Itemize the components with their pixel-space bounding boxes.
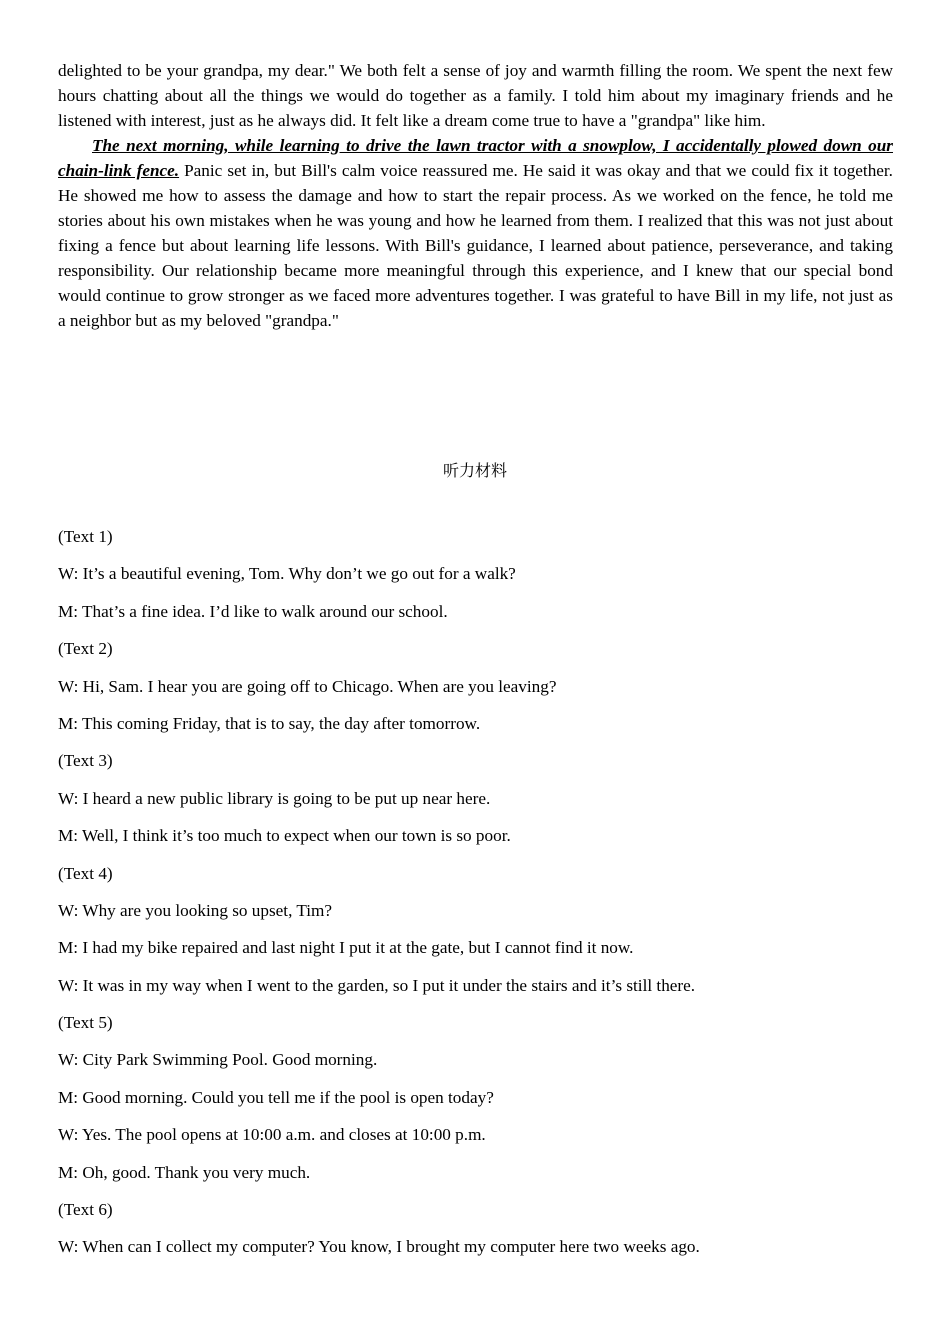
transcript-line: W: It was in my way when I went to the garden, so I put it under the stairs and it’s still there. xyxy=(58,975,696,995)
transcript-line: W: It’s a beautiful evening, Tom. Why don’t we go out for a walk? xyxy=(58,564,516,584)
transcript-line: W: Yes. The pool opens at 10:00 a.m. and closes at 10:00 p.m. xyxy=(58,1125,486,1145)
section-title: 听力材料 xyxy=(442,461,507,480)
transcript-line: W: When can I collect my computer? You know, I brought my computer here two weeks ago. xyxy=(58,1237,700,1257)
transcript-line: (Text 5) xyxy=(58,1013,113,1033)
transcript-line: W: Why are you looking so upset, Tim? xyxy=(58,900,333,920)
underlined-prompt-sentence: The next morning, while learning to drive the lawn tractor with a snowplow, I accidentally plowed down our chain-link fence. xyxy=(58,136,893,180)
story-passage xyxy=(58,58,893,333)
story-paragraph-2-body: Panic set in, but Bill's calm voice reassured me. He said it was okay and that we could fix it together. He showed me how to assess the damage and how to start the repair process. As we worked on the fence, he told me stories about his own mistakes when he was young and how he learned from them. I realized that this was not just about fixing a fence but about learning life lessons. With Bill's guidance, I learned about patience, perseverance, and taking responsibility. Our relationship became more meaningful through this experience, and I knew that our special bond would continue to grow stronger as we faced more adventures together. I was grateful to have Bill in my life, not just as a neighbor but as my beloved "grandpa." xyxy=(58,161,893,330)
listening-transcript xyxy=(58,525,918,1273)
transcript-line: (Text 6) xyxy=(58,1200,113,1220)
transcript-line: M: Good morning. Could you tell me if the pool is open today? xyxy=(58,1087,494,1107)
story-paragraph-1: delighted to be your grandpa, my dear." We both felt a sense of joy and warmth filling the room. We spent the next few hours chatting about all the things we would do together as a family. I told him about my imaginary friends and he listened with interest, just as he always did. It felt like a dream come true to have a "grandpa" like him. xyxy=(58,61,893,130)
transcript-line: M: This coming Friday, that is to say, the day after tomorrow. xyxy=(58,713,481,733)
transcript-line: W: City Park Swimming Pool. Good morning. xyxy=(58,1050,378,1070)
transcript-line: M: That’s a fine idea. I’d like to walk around our school. xyxy=(58,601,448,621)
transcript-line: W: I heard a new public library is going to be put up near here. xyxy=(58,788,491,808)
transcript-line: M: Oh, good. Thank you very much. xyxy=(58,1162,311,1182)
transcript-line: (Text 2) xyxy=(58,639,113,659)
transcript-line: W: Hi, Sam. I hear you are going off to Chicago. When are you leaving? xyxy=(58,676,557,696)
story-paragraph-2 xyxy=(58,133,893,333)
transcript-line: (Text 4) xyxy=(58,863,113,883)
transcript-line: M: I had my bike repaired and last night I put it at the gate, but I cannot find it now. xyxy=(58,938,634,958)
transcript-line: (Text 1) xyxy=(58,527,113,546)
transcript-line: (Text 3) xyxy=(58,751,113,771)
transcript-line: M: Well, I think it’s too much to expect when our town is so poor. xyxy=(58,826,511,846)
